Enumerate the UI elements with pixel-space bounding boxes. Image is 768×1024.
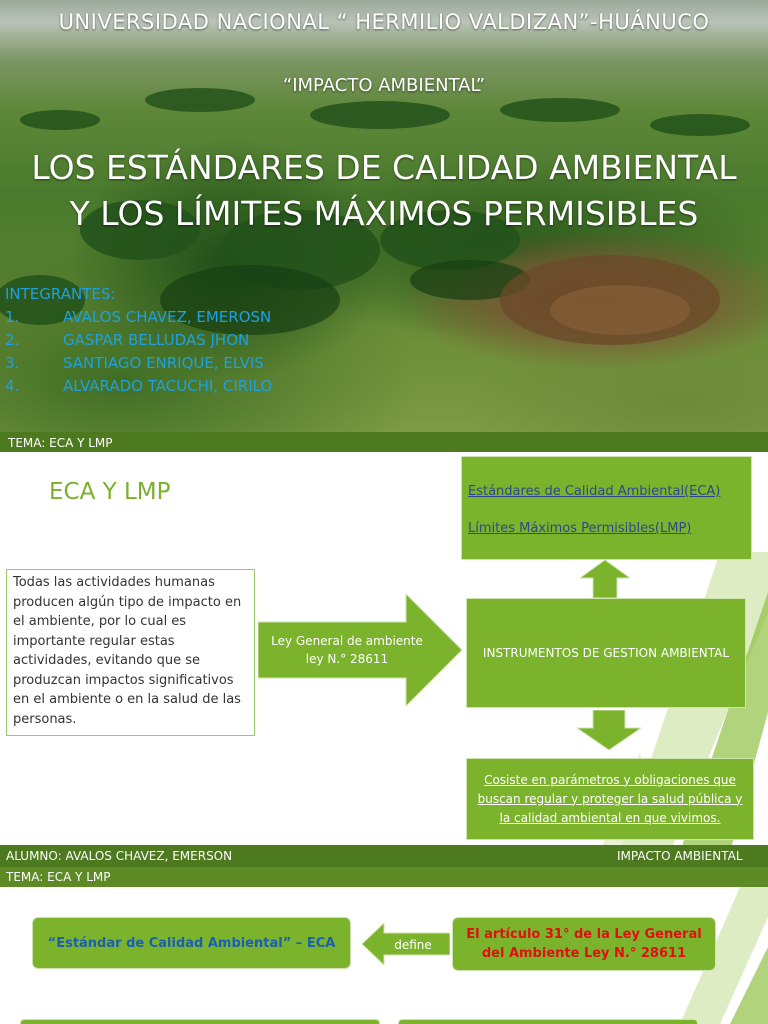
member-number: 4. <box>5 377 20 395</box>
member-number: 3. <box>5 354 20 372</box>
members-label: INTEGRANTES: <box>5 285 116 303</box>
members-list <box>5 283 272 398</box>
member-number: 1. <box>5 308 20 326</box>
eca-definition-slide <box>0 887 768 1024</box>
eca-link[interactable]: Estándares de Calidad Ambiental(ECA) <box>468 484 721 499</box>
law-line-1: Ley General de ambiente <box>271 634 423 648</box>
member-name: AVALOS CHAVEZ, EMEROSN <box>63 308 272 326</box>
eca-lmp-slide <box>0 452 768 845</box>
member-name: GASPAR BELLUDAS JHON <box>63 331 250 349</box>
next-box-left <box>20 1019 380 1024</box>
main-title <box>0 145 768 237</box>
slide-topic-bar <box>0 432 768 452</box>
eca-lmp-links-box <box>461 456 752 560</box>
arrow-down-icon <box>577 710 641 750</box>
student-name: ALUMNO: AVALOS CHAVEZ, EMERSON <box>6 849 233 863</box>
law-label <box>262 632 432 668</box>
list-item <box>5 352 272 375</box>
list-item <box>5 375 272 398</box>
member-name: SANTIAGO ENRIQUE, ELVIS <box>63 354 264 372</box>
list-item <box>5 329 272 352</box>
article-line-2: del Ambiente Ley N.° 28611 <box>481 946 687 961</box>
definition-box[interactable]: Cosiste en parámetros y obligaciones que buscan regular y proteger la salud pública y la calidad ambiental en que vivimos. <box>466 758 754 840</box>
main-title-line-1: LOS ESTÁNDARES DE CALIDAD AMBIENTAL <box>31 148 737 187</box>
instruments-box: INSTRUMENTOS DE GESTION AMBIENTAL <box>466 598 746 708</box>
university-name: UNIVERSIDAD NACIONAL “ HERMILIO VALDIZAN”-HUÁNUCO <box>58 10 710 34</box>
eca-box: “Estándar de Calidad Ambiental” – ECA <box>32 917 351 969</box>
member-number: 2. <box>5 331 20 349</box>
next-box-right <box>398 1019 698 1024</box>
main-title-line-2: Y LOS LÍMITES MÁXIMOS PERMISIBLES <box>69 194 699 233</box>
article-box <box>452 917 716 971</box>
topic-label: TEMA: ECA Y LMP <box>8 436 113 450</box>
article-line-1: El artículo 31° de la Ley General <box>466 927 702 942</box>
arrow-up-icon <box>580 560 630 598</box>
list-item <box>5 306 272 329</box>
law-line-2: ley N.° 28611 <box>305 652 389 666</box>
define-label: define <box>394 938 432 952</box>
slide-topic-bar-2 <box>0 867 768 887</box>
member-name: ALVARADO TACUCHI, CIRILO <box>63 377 273 395</box>
footer-bar <box>0 845 768 867</box>
course-name: IMPACTO AMBIENTAL <box>617 849 743 863</box>
title-slide <box>0 0 768 432</box>
topic-label: TEMA: ECA Y LMP <box>6 870 111 884</box>
slide-heading: ECA Y LMP <box>49 479 171 505</box>
subject-title: “IMPACTO AMBIENTAL” <box>282 75 486 96</box>
intro-text-box: Todas las actividades humanas producen algún tipo de impacto en el ambiente, por lo cual es importante regular estas actividades, evitando que se produzcan impactos significativos en el ambiente o en la salud de las personas. <box>6 569 255 736</box>
lmp-link[interactable]: Límites Máximos Permisibles(LMP) <box>468 521 692 536</box>
